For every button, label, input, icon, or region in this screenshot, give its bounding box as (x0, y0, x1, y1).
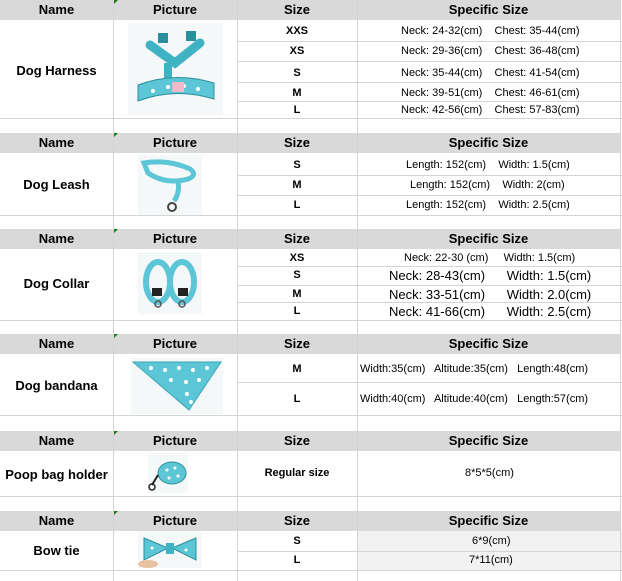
size-label: XXS (285, 25, 308, 37)
header-name: Name (38, 231, 75, 246)
collar-image (138, 252, 202, 314)
size-label: S (293, 159, 301, 171)
header-name: Name (38, 336, 75, 351)
spec-value: Width:35(cm) Altitude:35(cm) Length:48(cm) (360, 363, 589, 375)
product-name: Poop bag holder (5, 467, 108, 482)
size-label: L (293, 199, 301, 211)
header-picture: Picture (152, 2, 198, 17)
spec-value: Neck: 41-66(cm) Width: 2.5(cm) (389, 304, 592, 319)
spec-value: Neck: 42-56(cm) Chest: 57-83(cm) (401, 104, 580, 116)
header-size: Size (283, 231, 310, 246)
product-name: Dog Collar (23, 276, 90, 291)
size-label: M (292, 363, 302, 375)
poop-bag-holder-image (148, 453, 188, 493)
header-name: Name (38, 135, 75, 150)
size-label: M (292, 288, 302, 300)
header-name: Name (38, 513, 75, 528)
size-label: S (293, 67, 301, 79)
header-spec: Specific Size (448, 2, 529, 17)
spec-value: Width:40(cm) Altitude:40(cm) Length:57(cm) (360, 393, 589, 405)
size-label: XS (289, 252, 305, 264)
header-size: Size (283, 513, 310, 528)
size-label: XS (289, 45, 305, 57)
header-spec: Specific Size (448, 336, 529, 351)
header-name: Name (38, 2, 75, 17)
size-label: M (292, 87, 302, 99)
size-label: Regular size (264, 467, 330, 479)
size-label: L (293, 104, 301, 116)
header-picture: Picture (152, 231, 198, 246)
spec-value: Neck: 24-32(cm) Chest: 35-44(cm) (401, 25, 580, 37)
size-label: L (293, 393, 301, 405)
header-picture: Picture (152, 135, 198, 150)
header-spec: Specific Size (448, 231, 529, 246)
spec-value: Neck: 39-51(cm) Chest: 46-61(cm) (401, 87, 580, 99)
spec-value: Neck: 22-30 (cm) Width: 1.5(cm) (404, 252, 576, 264)
header-size: Size (283, 135, 310, 150)
bow-tie-image (138, 532, 202, 568)
spec-value: Neck: 35-44(cm) Chest: 41-54(cm) (401, 67, 580, 79)
header-size: Size (283, 336, 310, 351)
header-size: Size (283, 2, 310, 17)
spec-value: Neck: 33-51(cm) Width: 2.0(cm) (389, 287, 592, 302)
spec-value: Length: 152(cm) Width: 1.5(cm) (406, 159, 570, 171)
size-label: L (293, 554, 301, 566)
spec-value: Length: 152(cm) Width: 2(cm) (410, 179, 565, 191)
header-picture: Picture (152, 513, 198, 528)
product-name: Bow tie (33, 543, 80, 558)
header-spec: Specific Size (448, 513, 529, 528)
header-size: Size (283, 433, 310, 448)
header-name: Name (38, 433, 75, 448)
leash-image (138, 155, 202, 215)
bandana-image (131, 358, 223, 414)
size-label: L (293, 305, 301, 317)
harness-image (128, 23, 223, 115)
size-label: S (293, 269, 301, 281)
header-spec: Specific Size (448, 135, 529, 150)
spec-value: 6*9(cm) (472, 535, 511, 547)
header-spec: Specific Size (448, 433, 529, 448)
size-label: S (293, 535, 301, 547)
product-name: Dog Harness (16, 63, 97, 78)
spec-value: Length: 152(cm) Width: 2.5(cm) (406, 199, 570, 211)
header-picture: Picture (152, 433, 198, 448)
size-label: M (292, 179, 302, 191)
spec-value: 8*5*5(cm) (465, 467, 514, 479)
product-name: Dog Leash (23, 177, 90, 192)
header-picture: Picture (152, 336, 198, 351)
product-name: Dog bandana (15, 378, 98, 393)
spec-value: Neck: 28-43(cm) Width: 1.5(cm) (389, 268, 592, 283)
spec-value: 7*11(cm) (469, 554, 513, 566)
spec-value: Neck: 29-36(cm) Chest: 36-48(cm) (401, 45, 580, 57)
